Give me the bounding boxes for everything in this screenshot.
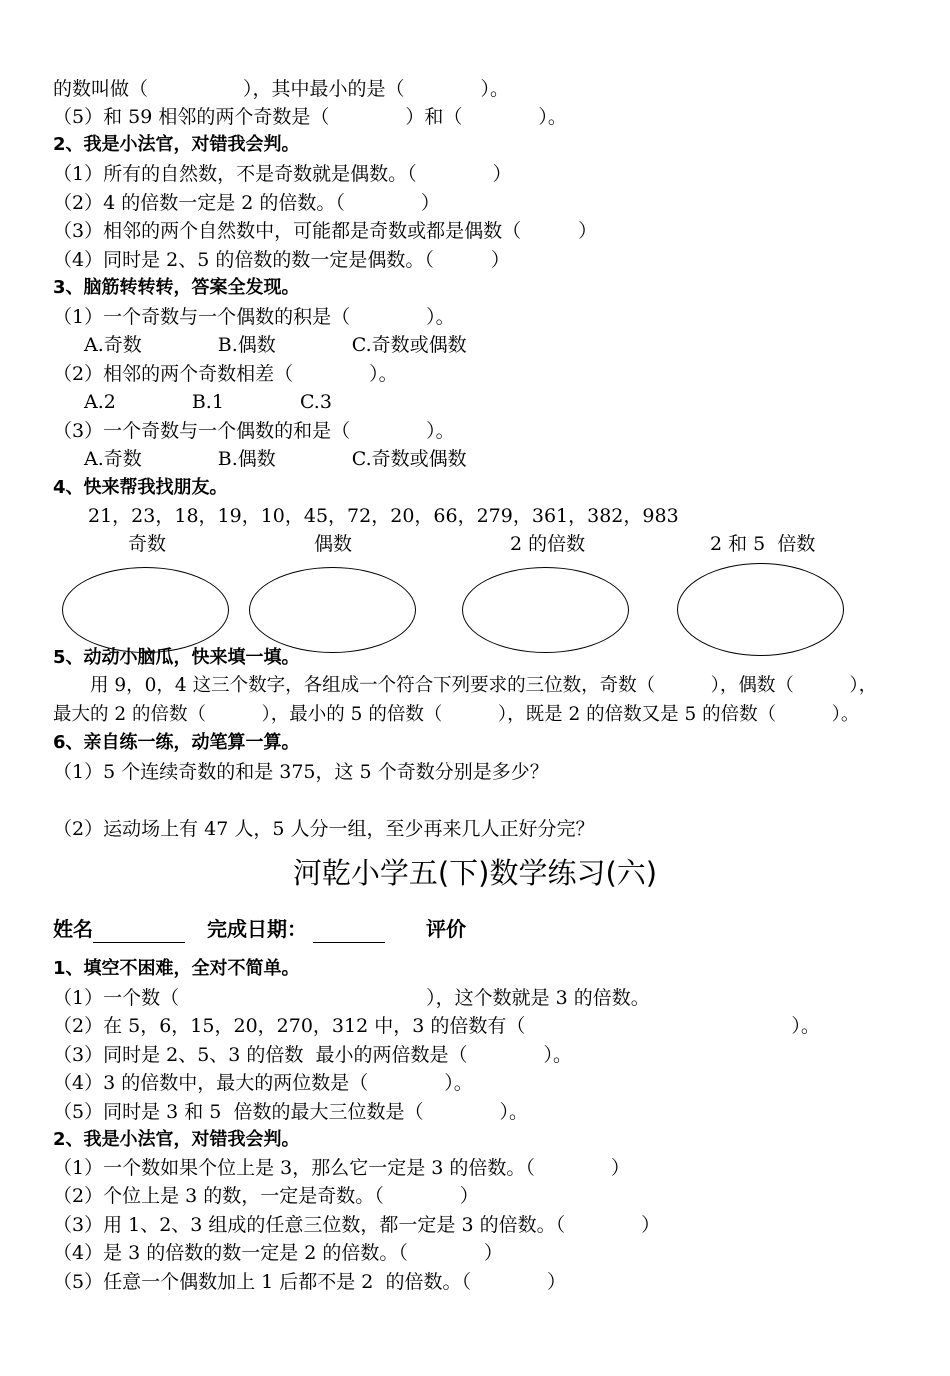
- date-label: 完成日期：: [207, 917, 307, 941]
- fill-item-3: （3）同时是 2、5、3 的倍数 最小的两倍数是（ ）。: [53, 1044, 573, 1066]
- continued-line: 的数叫做（ ），其中最小的是（ ）。: [53, 78, 510, 100]
- oval-odd: [62, 567, 229, 653]
- choice-q3: （3）一个奇数与一个偶数的和是（ ）。: [53, 420, 455, 442]
- oval-multiple-of-2: [462, 567, 629, 653]
- section-5-line-2: 最大的 2 的倍数（ ），最小的 5 的倍数（ ），既是 2 的倍数又是 5 的倍数（ ）。: [53, 704, 860, 725]
- question-1-5: （5）和 59 相邻的两个奇数是（ ）和（ ）。: [53, 106, 567, 128]
- b-judge-item-1: （1）一个数如果个位上是 3，那么它一定是 3 的倍数。（ ）: [53, 1157, 630, 1179]
- label-even: 偶数: [314, 533, 353, 555]
- oval-multiple-of-2-and-5: [677, 563, 844, 656]
- section-4-title: 4、快来帮我找朋友。: [53, 477, 228, 498]
- calc-q1: （1）5 个连续奇数的和是 375，这 5 个奇数分别是多少？: [53, 761, 549, 783]
- label-multiple-of-2: 2 的倍数: [510, 533, 586, 555]
- date-field: [207, 915, 385, 943]
- name-label: 姓名: [53, 917, 93, 941]
- judge-item-2: （2）4 的倍数一定是 2 的倍数。（ ）: [53, 192, 440, 214]
- label-multiple-of-2-and-5: 2 和 5 倍数: [710, 533, 816, 555]
- section-6-title: 6、亲自练一练，动笔算一算。: [53, 732, 300, 753]
- b-judge-item-4: （4）是 3 的倍数的数一定是 2 的倍数。（ ）: [53, 1242, 503, 1264]
- choice-q1: （1）一个奇数与一个偶数的积是（ ）。: [53, 306, 455, 328]
- judge-item-1: （1）所有的自然数，不是奇数就是偶数。（ ）: [53, 163, 512, 185]
- judge-item-4: （4）同时是 2、5 的倍数的数一定是偶数。（ ）: [53, 249, 510, 271]
- judge-item-3: （3）相邻的两个自然数中，可能都是奇数或都是偶数（ ）: [53, 220, 598, 242]
- calc-q2: （2）运动场上有 47 人，5 人分一组，至少再来几人正好分完？: [53, 818, 595, 840]
- section-3-title: 3、脑筋转转转，答案全发现。: [53, 277, 300, 298]
- b-judge-item-2: （2）个位上是 3 的数，一定是奇数。（ ）: [53, 1185, 479, 1207]
- fill-item-4: （4）3 的倍数中，最大的两位数是（ ）。: [53, 1072, 473, 1094]
- b-section-2-title: 2、我是小法官，对错我会判。: [53, 1129, 300, 1150]
- fill-item-5: （5）同时是 3 和 5 倍数的最大三位数是（ ）。: [53, 1101, 528, 1123]
- b-judge-item-5: （5）任意一个偶数加上 1 后都不是 2 的倍数。（ ）: [53, 1271, 566, 1293]
- choice-q2: （2）相邻的两个奇数相差（ ）。: [53, 363, 398, 385]
- section-5-title: 5、动动小脑瓜，快来填一填。: [53, 647, 300, 668]
- label-odd: 奇数: [128, 533, 167, 555]
- evaluation-label: 评价: [426, 917, 466, 941]
- number-list: 21，23，18，19，10，45，72，20，66，279，361，382，983: [88, 505, 679, 527]
- date-blank[interactable]: [313, 922, 385, 943]
- name-blank[interactable]: [93, 922, 185, 943]
- choice-q3-options: A.奇数 B.偶数 C.奇数或偶数: [84, 448, 467, 470]
- choice-q1-options: A.奇数 B.偶数 C.奇数或偶数: [84, 334, 467, 356]
- b-judge-item-3: （3）用 1、2、3 组成的任意三位数，都一定是 3 的倍数。（ ）: [53, 1214, 661, 1236]
- name-field: [53, 915, 185, 943]
- fill-item-2: （2）在 5，6，15，20，270，312 中，3 的倍数有（ ）。: [53, 1015, 820, 1037]
- section-2-title: 2、我是小法官，对错我会判。: [53, 134, 300, 155]
- fill-item-1: （1）一个数（ ），这个数就是 3 的倍数。: [53, 987, 650, 1009]
- b-section-1-title: 1、填空不困难，全对不简单。: [53, 958, 300, 979]
- oval-even: [249, 567, 416, 653]
- choice-q2-options: A.2 B.1 C.3: [84, 391, 332, 413]
- section-5-line-1: 用 9，0，4 这三个数字，各组成一个符合下列要求的三位数，奇数（ ），偶数（ ），: [53, 675, 878, 696]
- page-title: 河乾小学五(下)数学练习(六): [292, 856, 658, 890]
